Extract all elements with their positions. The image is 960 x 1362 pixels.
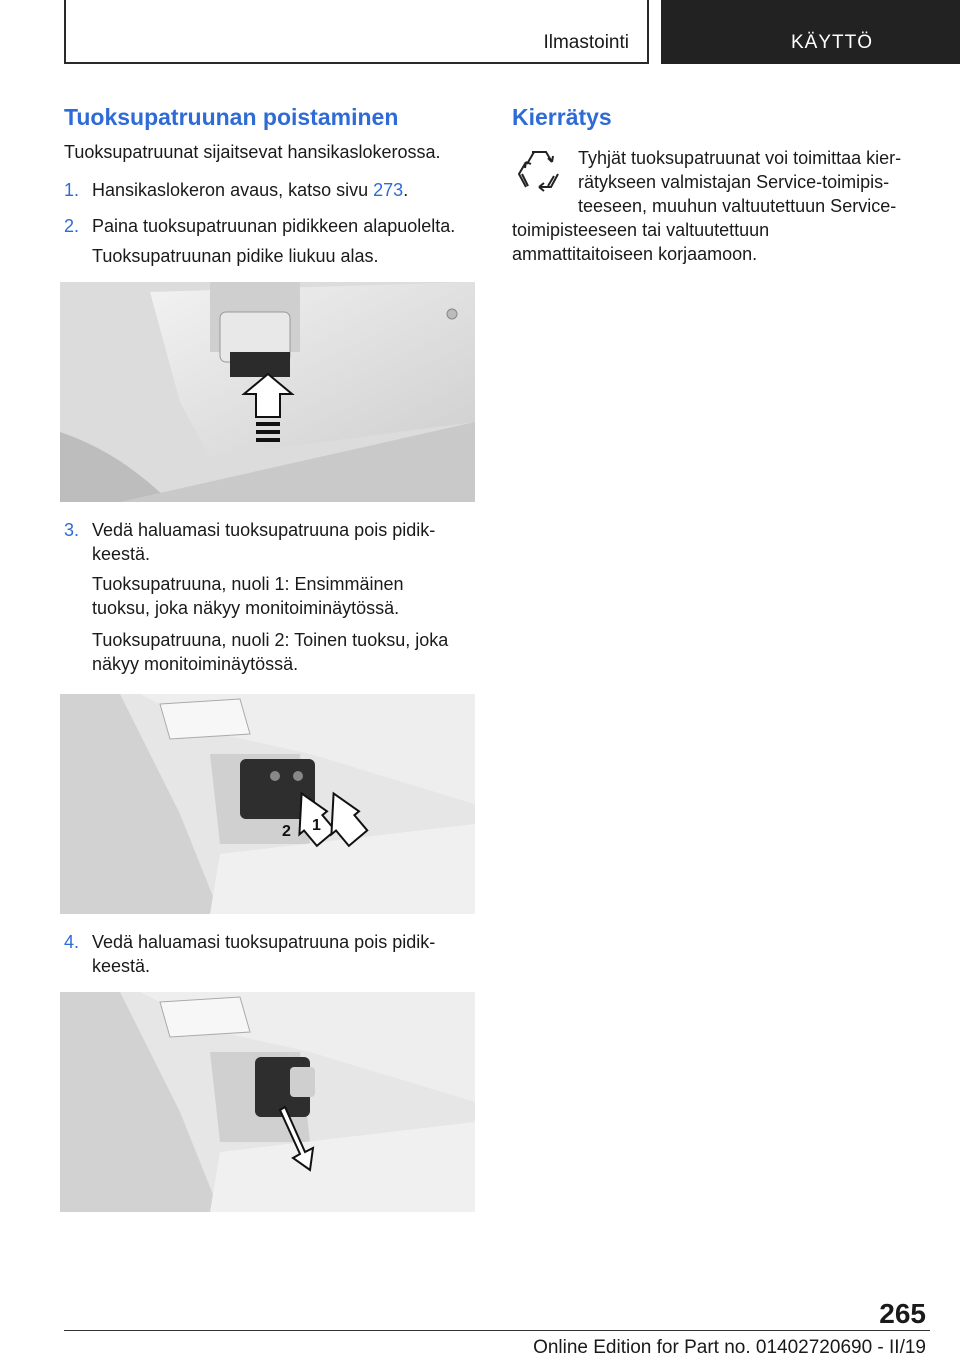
step-number: 3. <box>64 520 80 540</box>
step-number: 4. <box>64 932 80 952</box>
photo-glovebox-press <box>60 282 475 502</box>
recycle-line-2: rätykseen valmistajan Service-toimipis- <box>578 172 890 192</box>
step-1 <box>64 178 484 202</box>
step-number: 2. <box>64 216 80 236</box>
photo-cartridge-pull <box>60 992 475 1212</box>
section-title-recycling: Kierrätys <box>512 104 612 130</box>
photo-cartridges-arrows <box>60 694 475 914</box>
intro-text: Tuoksupatruunat sijaitsevat hansikaslokerossa. <box>64 142 441 162</box>
recycle-icon <box>514 146 564 196</box>
recycle-line-4: toimipisteeseen tai valtuutettuun <box>512 220 770 240</box>
step-text-cont: keestä. <box>92 956 151 976</box>
header-section-title: Ilmastointi <box>543 32 629 53</box>
step-text: Paina tuoksupatruunan pidikkeen alapuolelta. <box>92 216 456 236</box>
page-number: 265 <box>879 1298 926 1329</box>
step-note: Tuoksupatruunan pidike liukuu alas. <box>92 246 379 266</box>
recycle-line-3: teeseen, muuhun valtuutettuun Service- <box>578 196 897 216</box>
arrow-label-1: 1 <box>312 817 321 834</box>
step-text-cont: keestä. <box>92 544 151 564</box>
section-title-remove: Tuoksupatruunan poistaminen <box>64 104 399 130</box>
recycle-line-5: ammattitaitoiseen korjaamoon. <box>512 244 758 264</box>
recycle-line-1: Tyhjät tuoksupatruunat voi toimittaa kier- <box>578 148 902 168</box>
header-chapter-title: KÄYTTÖ <box>791 32 874 53</box>
step-note-1b: tuoksu, joka näkyy monitoiminäytössä. <box>92 598 400 618</box>
step-suffix: . <box>403 180 409 200</box>
step-number: 1. <box>64 180 80 200</box>
step-text: Vedä haluamasi tuoksupatruuna pois pidik- <box>92 932 436 952</box>
edition-text: Online Edition for Part no. 01402720690 - II/19 <box>533 1337 926 1358</box>
footer-divider <box>64 1330 930 1331</box>
step-3 <box>64 518 484 688</box>
step-note-2a: Tuoksupatruuna, nuoli 2: Toinen tuoksu, joka <box>92 630 449 650</box>
step-2 <box>64 214 484 274</box>
step-text: Vedä haluamasi tuoksupatruuna pois pidik- <box>92 520 436 540</box>
step-4 <box>64 930 484 980</box>
step-note-2b: näkyy monitoiminäytössä. <box>92 654 299 674</box>
step-text: Hansikaslokeron avaus, katso sivu <box>92 180 374 200</box>
page-link[interactable]: 273 <box>373 180 404 200</box>
arrow-label-2: 2 <box>282 823 291 840</box>
step-note-1a: Tuoksupatruuna, nuoli 1: Ensimmäinen <box>92 574 404 594</box>
header-chapter-box <box>661 0 960 64</box>
header-section-box <box>64 0 649 64</box>
